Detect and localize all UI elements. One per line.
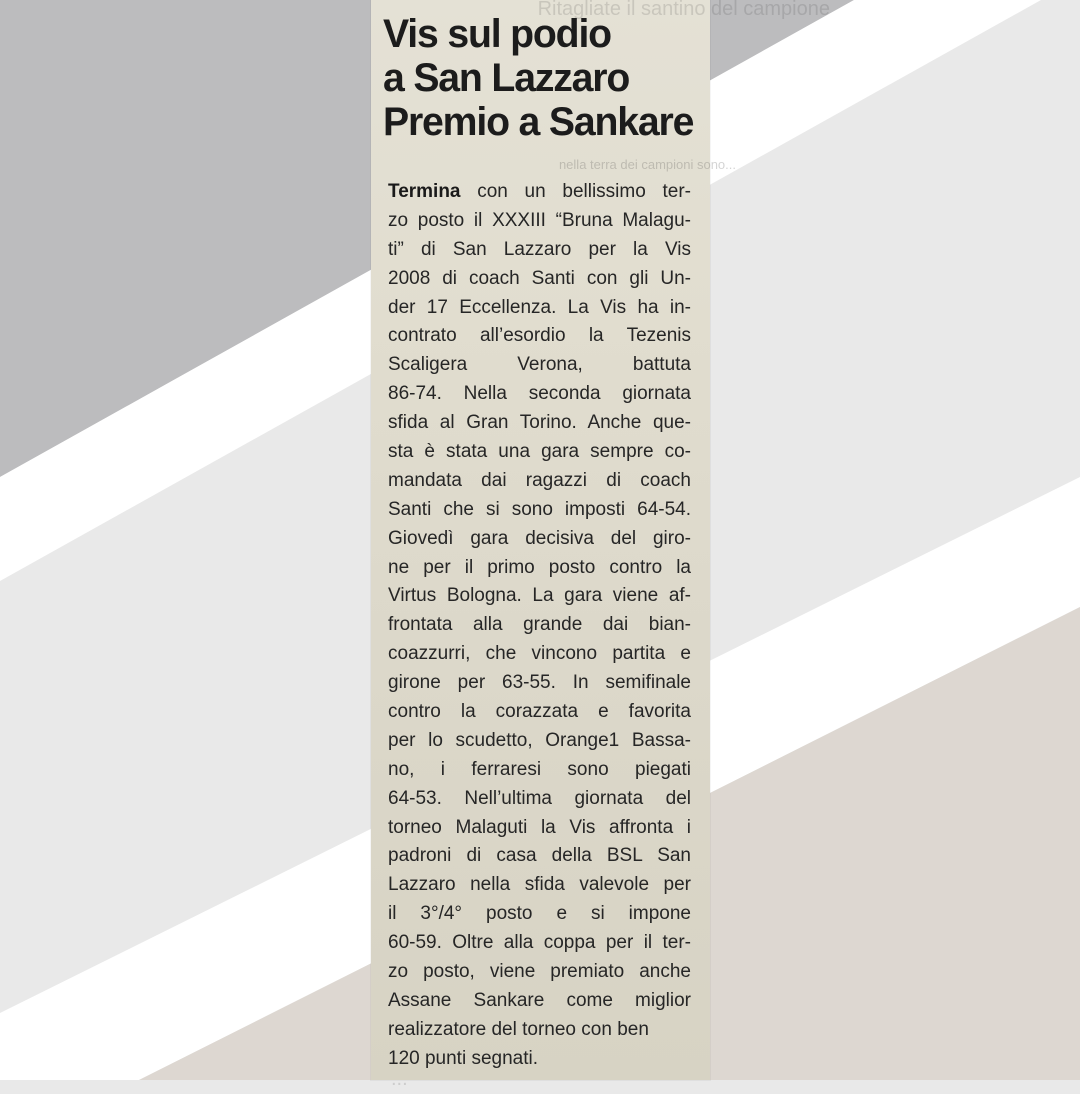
article-line: sta è stata una gara sempre co- bbox=[388, 441, 691, 463]
article-line: Scaligera Verona, battuta bbox=[388, 354, 691, 376]
article-line: zo posto, viene premiato anche bbox=[388, 961, 691, 983]
article-line: torneo Malaguti la Vis affronta i bbox=[388, 816, 691, 838]
article-headline bbox=[383, 12, 697, 144]
article-line: mandata dai ragazzi di coach bbox=[388, 469, 691, 491]
headline-line-1: Vis sul podio bbox=[383, 12, 611, 56]
article-line: per lo scudetto, Orange1 Bassa- bbox=[388, 729, 691, 751]
article-line: 64-53. Nell’ultima giornata del bbox=[388, 787, 691, 809]
article-line: Virtus Bologna. La gara viene af- bbox=[388, 585, 691, 607]
article-line: Giovedì gara decisiva del giro- bbox=[388, 527, 691, 549]
bleed-through-text-top: Ritagliate il santino del campione bbox=[537, 0, 830, 20]
article-line: 86-74. Nella seconda giornata bbox=[388, 383, 691, 405]
article-line: girone per 63-55. In semifinale bbox=[388, 672, 691, 694]
article-line: coazzurri, che vincono partita e bbox=[388, 643, 691, 665]
article-line: padroni di casa della BSL San bbox=[388, 845, 691, 867]
article-line: Santi che si sono imposti 64-54. bbox=[388, 498, 691, 520]
headline-line-2: a San Lazzaro bbox=[383, 56, 630, 100]
article-first-line-rest: con un bellissimo ter- bbox=[460, 181, 691, 202]
article-line: sfida al Gran Torino. Anche que- bbox=[388, 412, 691, 434]
headline-line-3: Premio a Sankare bbox=[383, 100, 694, 144]
article-line: ne per il primo posto contro la bbox=[388, 556, 691, 578]
newspaper-clipping bbox=[371, 0, 830, 1090]
article-line: contro la corazzata e favorita bbox=[388, 701, 691, 723]
article-line: Lazzaro nella sfida valevole per bbox=[388, 874, 691, 896]
bleed-through-text-mid: nella terra dei campioni sono... bbox=[558, 157, 736, 172]
article-lead-word: Termina bbox=[388, 181, 461, 202]
article-line: 120 punti segnati. bbox=[388, 1047, 539, 1069]
article-body bbox=[388, 178, 691, 1074]
article-line: contrato all’esordio la Tezenis bbox=[388, 325, 691, 347]
article-line: ti” di San Lazzaro per la Vis bbox=[388, 238, 691, 260]
article-line: no, i ferraresi sono piegati bbox=[388, 758, 691, 780]
article-line bbox=[388, 178, 691, 207]
bleed-through-text-bottom: ... bbox=[391, 1068, 408, 1090]
article-line: frontata alla grande dai bian- bbox=[388, 614, 691, 636]
article-line: realizzatore del torneo con ben bbox=[388, 1018, 649, 1040]
article-line: Assane Sankare come miglior bbox=[388, 989, 691, 1011]
article-line: il 3°/4° posto e si impone bbox=[388, 903, 691, 925]
article-line: 60-59. Oltre alla coppa per il ter- bbox=[388, 932, 691, 954]
article-line: der 17 Eccellenza. La Vis ha in- bbox=[388, 296, 691, 318]
article-line: 2008 di coach Santi con gli Un- bbox=[388, 267, 691, 289]
article-line: zo posto il XXXIII “Bruna Malagu- bbox=[388, 209, 691, 231]
